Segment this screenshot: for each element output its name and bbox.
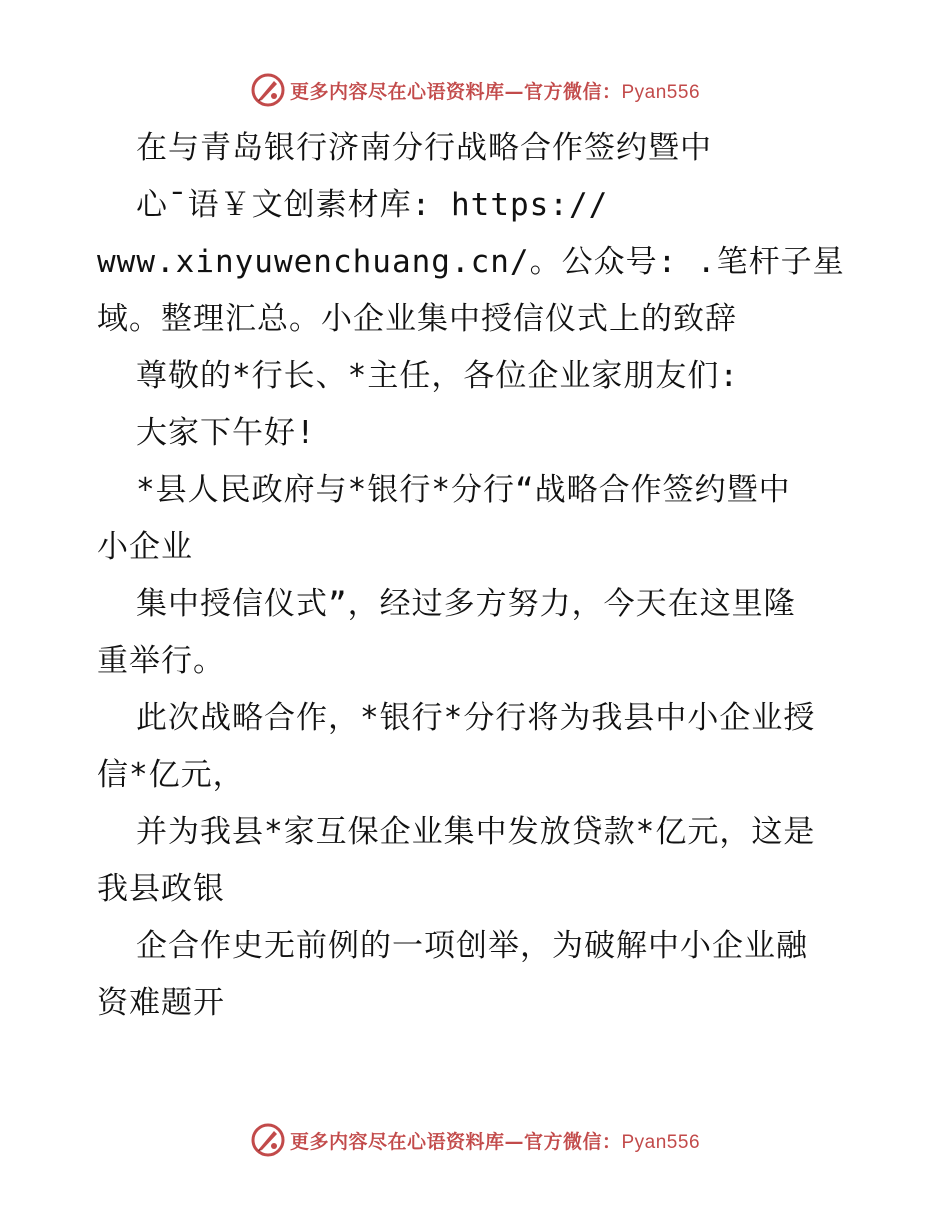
text-line: 域。整理汇总。小企业集中授信仪式上的致辞 xyxy=(97,301,737,337)
text-line: 企合作史无前例的一项创举，为破解中小企业融 xyxy=(136,928,808,964)
text-line: 尊敬的*行长、*主任，各位企业家朋友们: xyxy=(136,358,739,394)
text-line: www.xinyuwenchuang.cn/。公众号: .笔杆子星 xyxy=(97,244,845,280)
text-line: 大家下午好! xyxy=(136,415,316,451)
banner-text xyxy=(290,1127,700,1154)
text-line: 资难题开 xyxy=(97,985,225,1021)
banner-text xyxy=(290,77,700,104)
text-line: 信*亿元， xyxy=(97,757,245,793)
text-line: 心¯语￥文创素材库: https:// xyxy=(136,187,609,223)
text-line: 集中授信仪式”，经过多方努力，今天在这里隆 xyxy=(136,586,796,622)
banner-wechat-id: Pyan556 xyxy=(621,81,701,103)
text-line: 在与青岛银行济南分行战略合作签约暨中 xyxy=(136,130,712,166)
text-line: *县人民政府与*银行*分行“战略合作签约暨中 xyxy=(136,472,791,508)
text-line: 小企业 xyxy=(97,529,193,565)
text-line: 并为我县*家互保企业集中发放贷款*亿元，这是 xyxy=(136,814,816,850)
text-line: 重举行。 xyxy=(97,643,225,679)
footer-banner xyxy=(0,1120,950,1160)
text-line: 此次战略合作，*银行*分行将为我县中小企业授 xyxy=(136,700,816,736)
quill-logo-icon xyxy=(250,1122,286,1158)
header-banner-inner xyxy=(250,72,700,108)
banner-label: 更多内容尽在心语资料库—官方微信： xyxy=(289,80,622,103)
text-line: 我县政银 xyxy=(97,871,225,907)
header-banner xyxy=(0,70,950,110)
banner-wechat-id: Pyan556 xyxy=(621,1131,701,1153)
quill-logo-icon xyxy=(250,72,286,108)
document-body xyxy=(97,120,857,1032)
footer-banner-inner xyxy=(250,1122,700,1158)
banner-label: 更多内容尽在心语资料库—官方微信： xyxy=(289,1130,622,1153)
